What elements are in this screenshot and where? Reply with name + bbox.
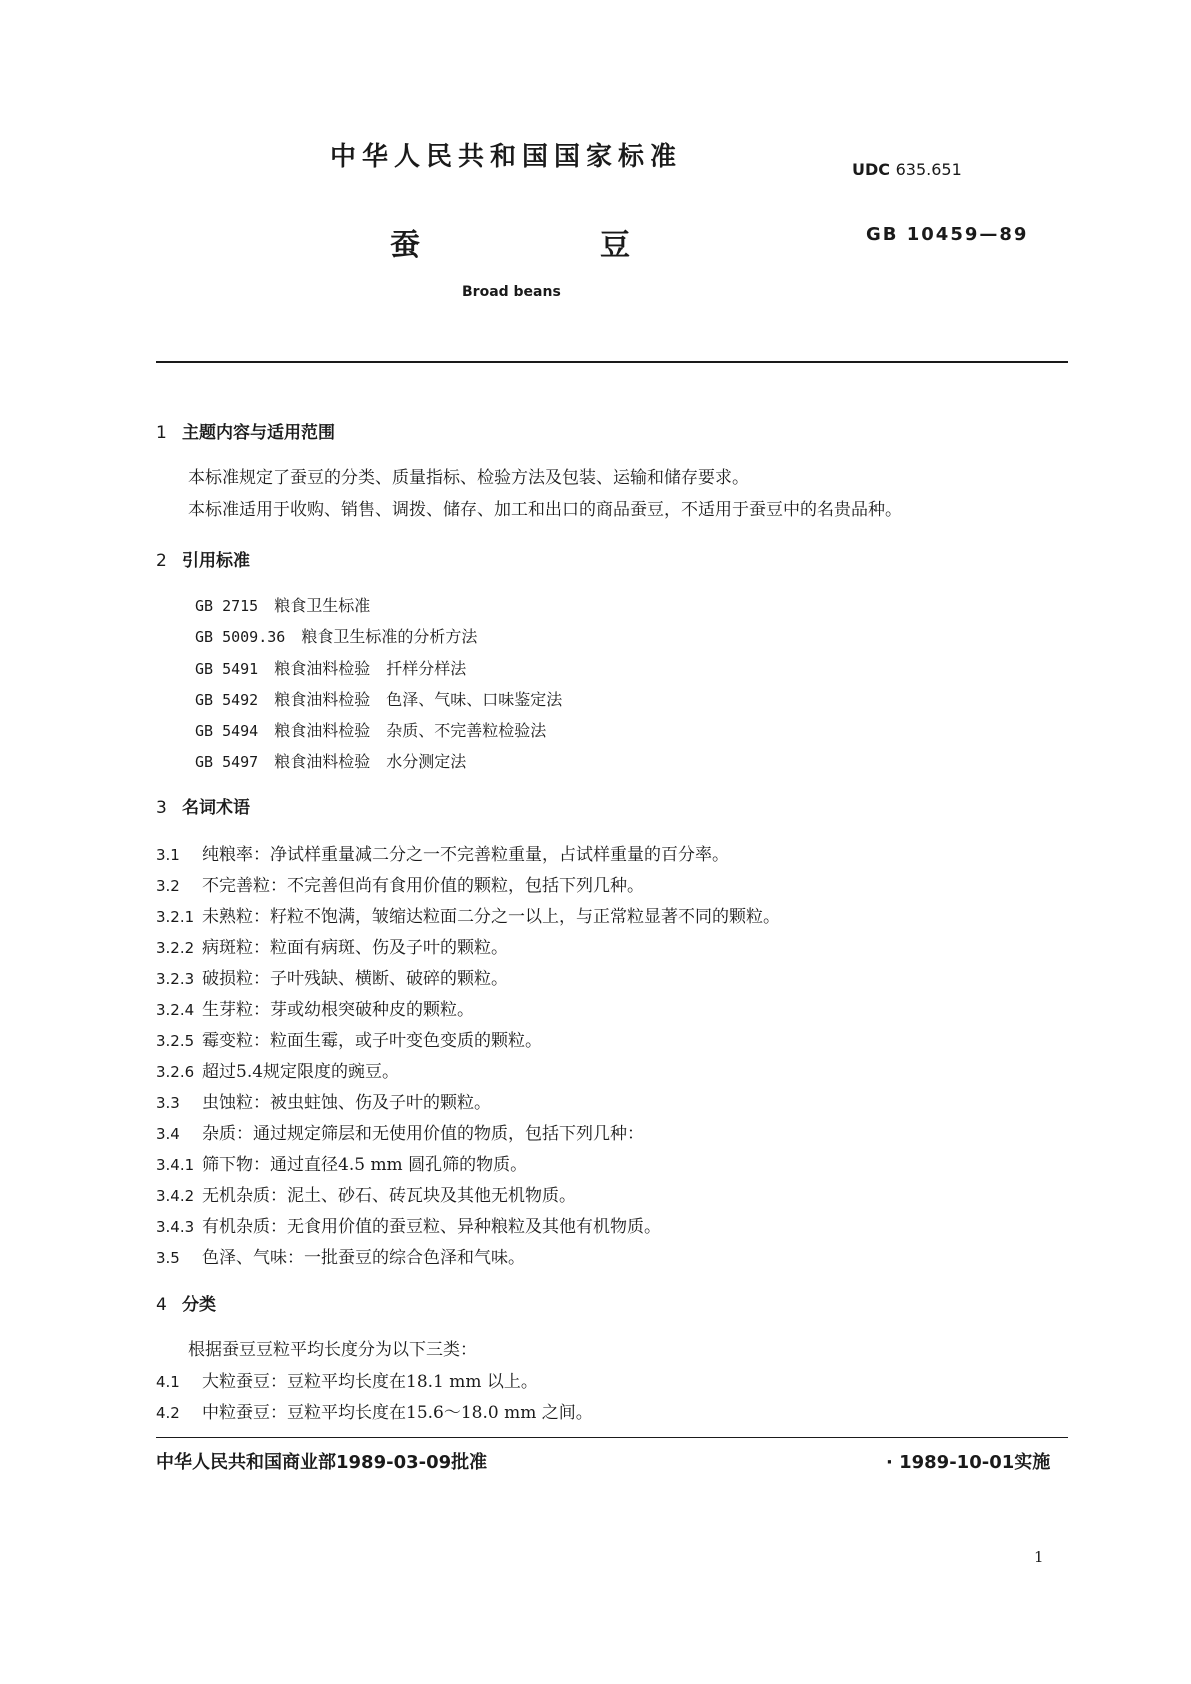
standard-number: GB 10459—89 [866, 224, 1029, 245]
term-number: 3.4 [156, 1125, 180, 1143]
reference-item [195, 624, 477, 647]
term-item [156, 1367, 538, 1392]
document-title-char-2: 豆 [600, 228, 630, 263]
term-item [156, 1181, 576, 1206]
term-text: 杂质：通过规定筛层和无使用价值的物质，包括下列几种： [202, 1124, 644, 1144]
reference-title: 粮食卫生标准的分析方法 [301, 627, 478, 646]
reference-title: 粮食卫生标准 [274, 596, 371, 615]
term-number: 3.4.2 [156, 1187, 195, 1205]
footer-divider [156, 1437, 1068, 1438]
term-number: 3.1 [156, 846, 180, 864]
reference-code: GB 2715 [195, 597, 259, 615]
reference-item [195, 687, 562, 710]
approval-note: 中华人民共和国商业部1989-03-09批准 [156, 1452, 488, 1473]
term-number: 3.2.5 [156, 1032, 195, 1050]
section-number: 1 [156, 423, 167, 443]
header-divider [156, 361, 1068, 363]
reference-title: 粮食油料检验 色泽、气味、口味鉴定法 [274, 690, 563, 709]
section-title: 主题内容与适用范围 [182, 423, 335, 443]
term-text: 纯粮率：净试样重量减二分之一不完善粒重量，占试样重量的百分率。 [202, 845, 729, 865]
term-item [156, 1398, 593, 1423]
paragraph: 本标准规定了蚕豆的分类、质量指标、检验方法及包装、运输和储存要求。 [188, 468, 749, 488]
reference-title: 粮食油料检验 水分测定法 [274, 752, 467, 771]
reference-item [195, 593, 370, 616]
section-number: 4 [156, 1295, 167, 1315]
term-text: 色泽、气味：一批蚕豆的综合色泽和气味。 [202, 1248, 525, 1268]
reference-code: GB 5494 [195, 722, 259, 740]
term-item [156, 1088, 491, 1113]
term-text: 超过5.4规定限度的豌豆。 [202, 1062, 400, 1082]
term-text: 霉变粒：粒面生霉，或子叶变色变质的颗粒。 [202, 1031, 542, 1051]
term-text: 有机杂质：无食用价值的蚕豆粒、异种粮粒及其他有机物质。 [202, 1217, 661, 1237]
term-number: 3.4.3 [156, 1218, 195, 1236]
reference-code: GB 5009.36 [195, 628, 286, 646]
term-text: 无机杂质：泥土、砂石、砖瓦块及其他无机物质。 [202, 1186, 576, 1206]
term-number: 3.2.3 [156, 970, 195, 988]
term-item [156, 1057, 399, 1082]
term-text: 病斑粒：粒面有病斑、伤及子叶的颗粒。 [202, 938, 508, 958]
term-number: 3.2.4 [156, 1001, 195, 1019]
reference-code: GB 5492 [195, 691, 259, 709]
term-text: 未熟粒：籽粒不饱满，皱缩达粒面二分之一以上，与正常粒显著不同的颗粒。 [202, 907, 780, 927]
term-text: 破损粒：子叶残缺、横断、破碎的颗粒。 [202, 969, 508, 989]
section-number: 2 [156, 551, 167, 571]
term-number: 3.2.6 [156, 1063, 195, 1081]
document-title-char-1: 蚕 [390, 228, 420, 263]
reference-code: GB 5491 [195, 660, 259, 678]
page-number: 1 [1034, 1548, 1044, 1566]
term-number: 3.3 [156, 1094, 180, 1112]
reference-title: 粮食油料检验 杂质、不完善粒检验法 [274, 721, 547, 740]
term-item [156, 964, 508, 989]
udc-code [852, 160, 962, 179]
reference-item [195, 749, 466, 772]
term-number: 3.2 [156, 877, 180, 895]
standard-title: 中华人民共和国国家标准 [330, 142, 683, 172]
term-number: 3.5 [156, 1249, 180, 1267]
term-text: 筛下物：通过直径4.5 mm 圆孔筛的物质。 [202, 1155, 528, 1175]
section-2-heading [156, 546, 250, 571]
udc-label: UDC [852, 160, 891, 179]
term-item [156, 1243, 525, 1268]
term-item [156, 933, 508, 958]
section-3-heading [156, 793, 250, 818]
paragraph: 根据蚕豆豆粒平均长度分为以下三类： [188, 1340, 477, 1360]
section-number: 3 [156, 798, 167, 818]
term-item [156, 902, 780, 927]
term-item [156, 871, 644, 896]
term-text: 中粒蚕豆：豆粒平均长度在15.6～18.0 mm 之间。 [202, 1403, 593, 1423]
term-text: 生芽粒：芽或幼根突破种皮的颗粒。 [202, 1000, 474, 1020]
term-number: 4.1 [156, 1373, 180, 1391]
section-1-heading [156, 418, 335, 443]
term-number: 3.2.1 [156, 908, 195, 926]
english-title: Broad beans [462, 284, 561, 300]
implementation-date: · 1989-10-01实施 [886, 1452, 1051, 1473]
section-title: 名词术语 [182, 798, 250, 818]
paragraph: 本标准适用于收购、销售、调拨、储存、加工和出口的商品蚕豆，不适用于蚕豆中的名贵品种。 [188, 500, 902, 520]
term-item [156, 995, 474, 1020]
reference-item [195, 718, 546, 741]
term-item [156, 1150, 527, 1175]
udc-value: 635.651 [895, 160, 962, 179]
section-4-heading [156, 1290, 216, 1315]
term-number: 4.2 [156, 1404, 180, 1422]
term-number: 3.2.2 [156, 939, 195, 957]
section-title: 引用标准 [182, 551, 250, 571]
section-title: 分类 [182, 1295, 216, 1315]
term-item [156, 1212, 661, 1237]
term-item [156, 1026, 542, 1051]
reference-title: 粮食油料检验 扦样分样法 [274, 659, 467, 678]
term-item [156, 1119, 644, 1144]
term-text: 虫蚀粒：被虫蛀蚀、伤及子叶的颗粒。 [202, 1093, 491, 1113]
reference-code: GB 5497 [195, 753, 259, 771]
document-title [390, 220, 630, 264]
term-text: 不完善粒：不完善但尚有食用价值的颗粒，包括下列几种。 [202, 876, 644, 896]
reference-item [195, 656, 466, 679]
term-text: 大粒蚕豆：豆粒平均长度在18.1 mm 以上。 [202, 1372, 538, 1392]
term-item [156, 840, 729, 865]
term-number: 3.4.1 [156, 1156, 195, 1174]
